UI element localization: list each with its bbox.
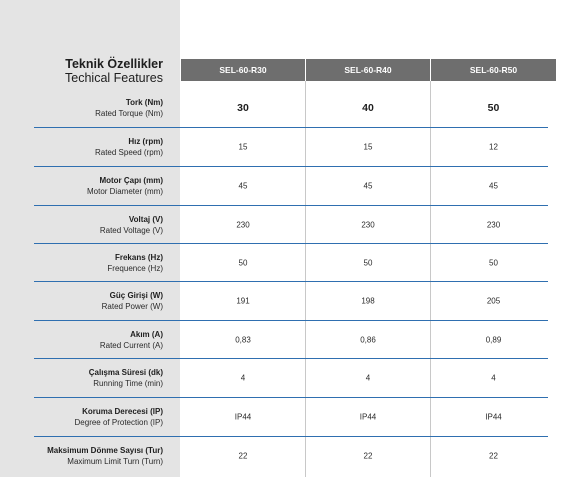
label-turkish: Akım (A) [130, 330, 163, 339]
cell-value: 4 [365, 373, 371, 383]
label-english: Degree of Protection (IP) [74, 418, 163, 427]
label-english: Running Time (min) [93, 379, 163, 388]
cell-value: 30 [237, 102, 249, 114]
cell-value: IP44 [359, 412, 377, 422]
cell-value: 198 [361, 296, 375, 306]
cell-value: 50 [487, 102, 500, 114]
heading-turkish: Teknik Özellikler [65, 57, 163, 71]
model-header-r50: SEL-60-R50 [431, 59, 556, 81]
label-turkish: Çalışma Süresi (dk) [88, 368, 163, 377]
label-turkish: Güç Girişi (W) [109, 291, 163, 300]
row-label [0, 136, 163, 158]
label-turkish: Frekans (Hz) [114, 253, 163, 262]
row-label [0, 367, 163, 389]
label-english: Rated Voltage (V) [99, 226, 163, 235]
cell-value: 230 [361, 220, 375, 230]
spec-heading [0, 57, 163, 85]
cell-value: 12 [489, 142, 498, 152]
cell-value: 0,83 [235, 335, 251, 345]
cell-value: 50 [363, 258, 373, 268]
label-turkish: Maksimum Dönme Sayısı (Tur) [47, 446, 163, 455]
spec-row-diameter [0, 167, 585, 205]
row-label [0, 97, 163, 119]
model-header-r30: SEL-60-R30 [181, 59, 305, 81]
cell-value: 15 [238, 142, 248, 152]
cell-value: 205 [486, 296, 501, 306]
spec-row-current [0, 321, 585, 359]
label-english: Motor Diameter (mm) [86, 187, 163, 196]
model-header-r40: SEL-60-R40 [306, 59, 430, 81]
label-english: Rated Torque (Nm) [95, 109, 163, 118]
label-turkish: Hız (rpm) [128, 137, 163, 146]
row-label [0, 214, 163, 236]
label-english: Rated Current (A) [99, 341, 163, 350]
cell-value: 0,89 [485, 335, 502, 345]
row-label [0, 406, 163, 428]
cell-value: 230 [236, 220, 250, 230]
heading-english: Techical Features [65, 71, 163, 85]
cell-value: IP44 [485, 412, 502, 422]
spec-row-speed [0, 128, 585, 166]
spec-row-torque [0, 89, 585, 127]
row-label [0, 175, 163, 197]
cell-value: 50 [489, 258, 498, 268]
cell-value: 45 [238, 181, 248, 191]
spec-row-voltage [0, 206, 585, 244]
cell-value: 50 [238, 258, 248, 268]
cell-value: 230 [486, 220, 501, 230]
spec-row-running-time [0, 359, 585, 397]
cell-value: 4 [240, 373, 246, 383]
spec-row-protection [0, 398, 585, 436]
row-label [0, 445, 163, 467]
cell-value: 15 [363, 142, 373, 152]
row-label [0, 290, 163, 312]
cell-value: 4 [491, 373, 496, 383]
cell-value: 45 [363, 181, 373, 191]
spec-row-power [0, 282, 585, 320]
cell-value: 40 [362, 102, 374, 114]
label-english: Maximum Limit Turn (Turn) [67, 457, 163, 466]
cell-value: 22 [238, 451, 248, 461]
cell-value: IP44 [234, 412, 252, 422]
label-english: Frequence (Hz) [107, 264, 163, 273]
cell-value: 191 [236, 296, 250, 306]
label-turkish: Voltaj (V) [128, 215, 163, 224]
label-turkish: Koruma Derecesi (IP) [82, 407, 163, 416]
spec-row-limit-turn [0, 437, 585, 475]
cell-value: 22 [363, 451, 373, 461]
cell-value: 22 [489, 451, 498, 461]
label-turkish: Motor Çapı (mm) [99, 176, 163, 185]
row-label [0, 252, 163, 274]
label-turkish: Tork (Nm) [125, 98, 163, 107]
label-english: Rated Power (W) [101, 302, 163, 311]
label-english: Rated Speed (rpm) [94, 148, 163, 157]
spec-row-frequency [0, 244, 585, 282]
cell-value: 0,86 [360, 335, 376, 345]
row-label [0, 329, 163, 351]
cell-value: 45 [489, 181, 498, 191]
